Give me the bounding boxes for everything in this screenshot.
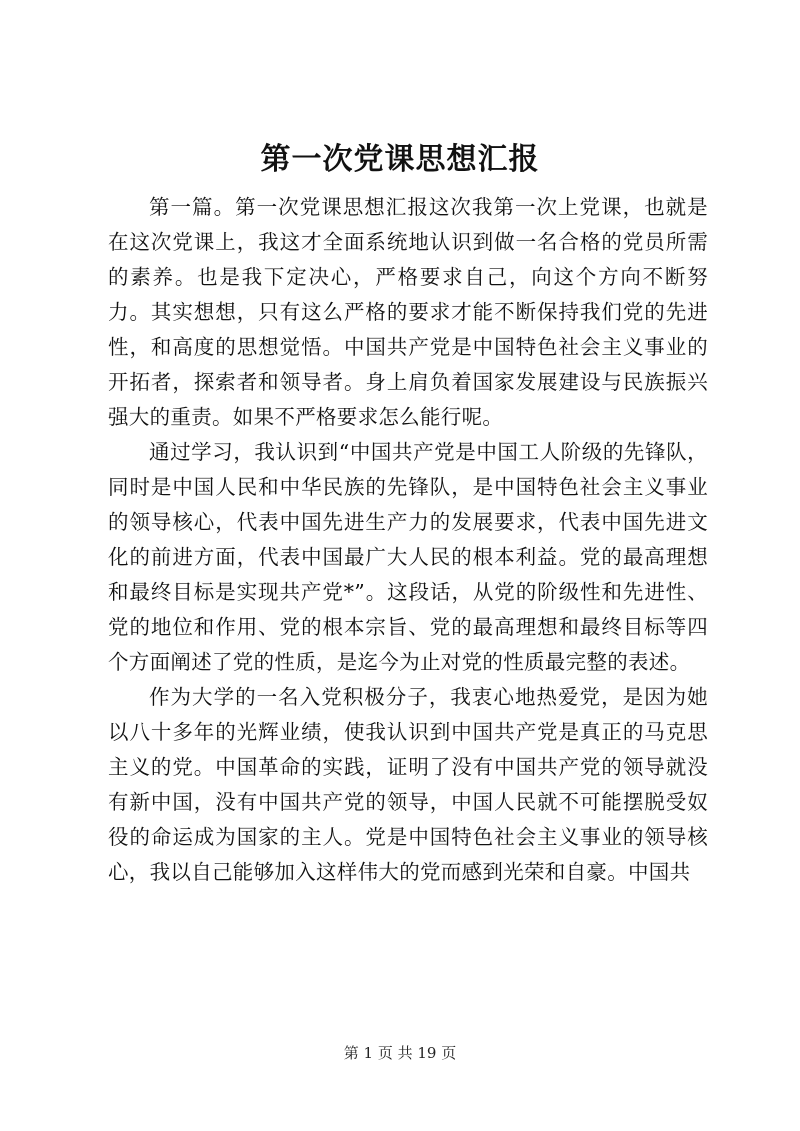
page-title: 第一次党课思想汇报: [260, 142, 540, 177]
page-footer: 第 1 页 共 19 页: [343, 1044, 457, 1062]
paragraph-1: 第一篇。第一次党课思想汇报这次我第一次上党课，也就是在这次党课上，我这才全面系统地认识到做一名合格的党员所需的素养。也是我下定决心，严格要求自己，向这个方向不断努力。其实想想，只有这么严格的要求才能不断保持我们党的先进性，和高度的思想觉悟。中国共产党是中国特色社会主义事业的开拓者，探索者和领导者。身上肩负着国家发展建设与民族振兴强大的重责。如果不严格要求怎么能行呢。: [108, 195, 708, 429]
document-body: [108, 190, 708, 890]
paragraph-2: 通过学习，我认识到“中国共产党是中国工人阶级的先锋队，同时是中国人民和中华民族的先锋队，是中国特色社会主义事业的领导核心，代表中国先进生产力的发展要求，代表中国先进文化的前进方面，代表中国最广大人民的根本利益。党的最高理想和最终目标是实现共产党*”。这段话，从党的阶级性和先进性、党的地位和作用、党的根本宗旨、党的最高理想和最终目标等四个方面阐述了党的性质，是迄今为止对党的性质最完整的表述。: [108, 440, 708, 674]
paragraph-3: 作为大学的一名入党积极分子，我衷心地热爱党，是因为她以八十多年的光辉业绩，使我认识到中国共产党是真正的马克思主义的党。中国革命的实践，证明了没有中国共产党的领导就没有新中国，没有中国共产党的领导，中国人民就不可能摆脱受奴役的命运成为国家的主人。党是中国特色社会主义事业的领导核心，我以自己能够加入这样伟大的党而感到光荣和自豪。中国共: [108, 685, 708, 884]
